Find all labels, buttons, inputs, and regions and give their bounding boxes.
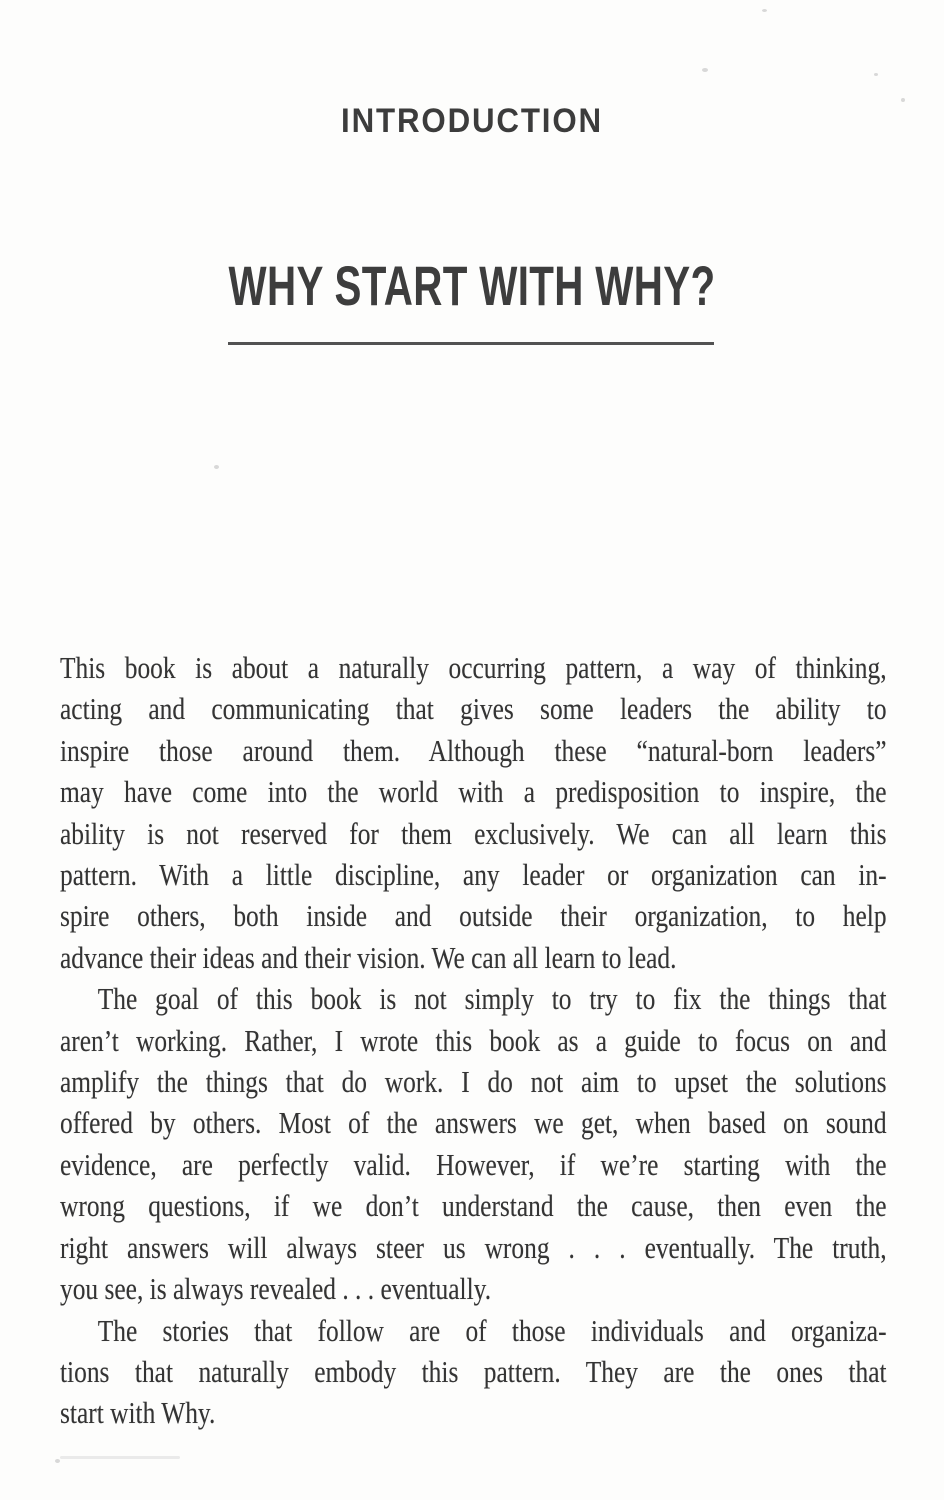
text-line: right answers will always steer us wrong . . . eventually. The truth, (60, 1229, 887, 1265)
text-line: you see, is always revealed . . . eventually. (60, 1271, 492, 1307)
scan-speck (874, 73, 878, 76)
text-line: The goal of this book is not simply to try to fix the things that (97, 981, 887, 1017)
text-line: ability is not reserved for them exclusively. We can all learn this (60, 815, 887, 851)
paragraph (60, 647, 887, 978)
text-line: The stories that follow are of those individuals and organiza- (97, 1312, 887, 1348)
page-title: WHY START WITH WHY? (228, 254, 716, 317)
text-line: offered by others. Most of the answers we get, when based on sound (60, 1105, 887, 1141)
text-line: start with Why. (60, 1395, 216, 1431)
text-line: aren’t working. Rather, I wrote this book as a guide to focus on and (60, 1022, 887, 1058)
text-line: amplify the things that do work. I do not aim to upset the solutions (60, 1064, 887, 1100)
text-line: spire others, both inside and outside their organization, to help (60, 898, 887, 934)
scan-streak (60, 1456, 180, 1459)
scan-speck (901, 98, 905, 102)
title-underline (228, 342, 714, 345)
paragraph (60, 1310, 887, 1434)
text-line: may have come into the world with a predisposition to inspire, the (60, 774, 887, 810)
scan-speck (702, 68, 708, 72)
scan-speck (762, 9, 767, 12)
text-line: pattern. With a little discipline, any leader or organization can in- (60, 857, 887, 893)
scan-speck (214, 465, 219, 469)
text-line: This book is about a naturally occurring pattern, a way of thinking, (60, 650, 887, 685)
text-line: tions that naturally embody this pattern. They are the ones that (60, 1353, 887, 1389)
text-line: evidence, are perfectly valid. However, if we’re starting with the (60, 1146, 887, 1182)
text-line: wrong questions, if we don’t understand the cause, then even the (60, 1188, 887, 1224)
text-line: inspire those around them. Although these “natural-born leaders” (60, 732, 887, 768)
scan-speck (55, 1459, 60, 1463)
text-line: advance their ideas and their vision. We can all learn to lead. (60, 939, 677, 975)
paragraph (60, 978, 887, 1309)
body-text (60, 647, 887, 1434)
text-line: acting and communicating that gives some leaders the ability to (60, 691, 887, 727)
chapter-kicker: INTRODUCTION (341, 102, 603, 140)
